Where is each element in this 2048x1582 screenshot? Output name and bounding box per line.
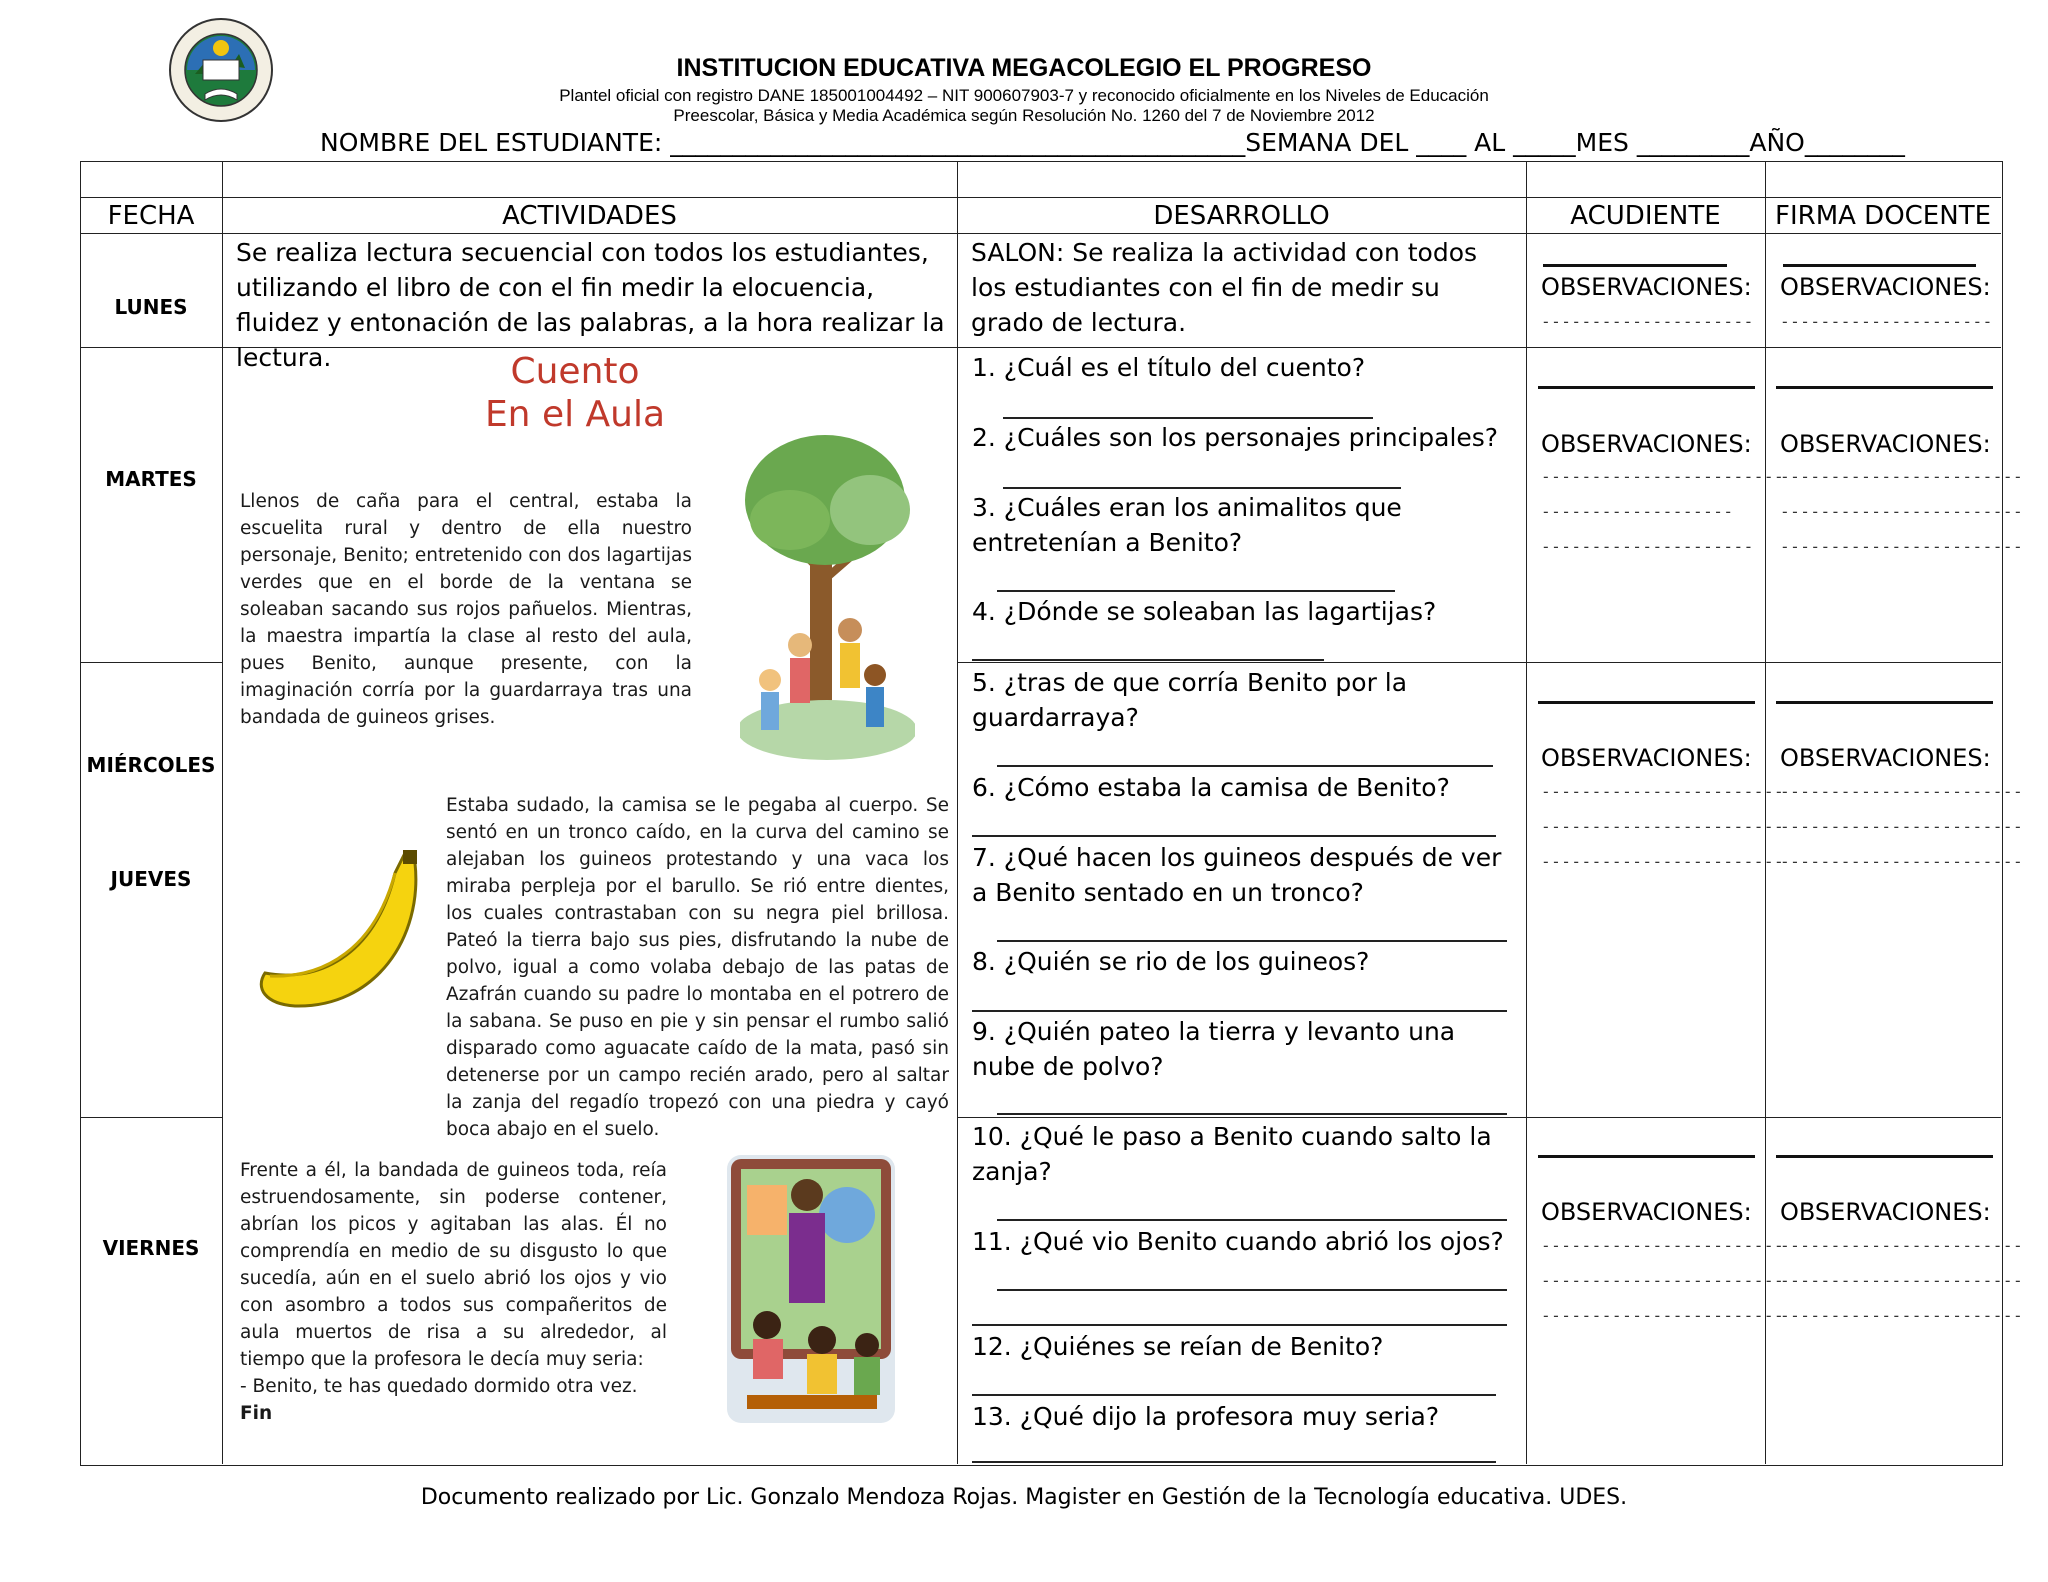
answer-line-8[interactable] bbox=[972, 1010, 1507, 1012]
firma-obs-lunes: OBSERVACIONES: bbox=[1780, 273, 1991, 301]
answer-line-2[interactable] bbox=[1003, 487, 1401, 489]
story-paragraph-3: Frente a él, la bandada de guineos toda, reía estruendosamente, sin poderse contener, abrían los picos y agitaban las alas. Él no comprendía en medio de su disgusto lo que sucedía, aún en el suelo abrió los ojos y vio con asombro a todos sus compañeritos de aula muertos de risa a su alrededor, al tiempo que la profesora le decía muy seria: bbox=[240, 1160, 667, 1370]
row-divider bbox=[957, 1117, 2001, 1118]
day-martes: MARTES bbox=[105, 467, 197, 491]
classroom-illustration bbox=[727, 1155, 895, 1423]
header-firma-docente: FIRMA DOCENTE bbox=[1775, 201, 1991, 231]
header-acudiente: ACUDIENTE bbox=[1570, 201, 1721, 231]
question-2: 2. ¿Cuáles son los personajes principales? bbox=[972, 423, 1499, 452]
firma-dash-miercoles-1: ------------------------ bbox=[1780, 782, 2024, 801]
header-actividades: ACTIVIDADES bbox=[502, 201, 677, 231]
answer-line-11a[interactable] bbox=[997, 1289, 1507, 1291]
firma-dash-viernes-2: ------------------------ bbox=[1780, 1271, 2024, 1290]
answer-line-5[interactable] bbox=[997, 765, 1493, 767]
answer-line-10[interactable] bbox=[997, 1219, 1507, 1221]
acudiente-signature-viernes[interactable] bbox=[1538, 1155, 1755, 1158]
story-title: Cuento bbox=[510, 351, 640, 392]
col-divider bbox=[1765, 161, 1766, 1464]
acudiente-dash-miercoles-3: ------------------------ bbox=[1541, 852, 1785, 871]
question-4: 4. ¿Dónde se soleaban las lagartijas? bbox=[972, 597, 1437, 626]
row-divider bbox=[80, 197, 2001, 198]
firma-dash-martes-2: ------------------------ bbox=[1780, 502, 2024, 521]
acudiente-signature-lunes[interactable] bbox=[1543, 264, 1727, 267]
acudiente-dash-martes-1: ------------------------ bbox=[1541, 467, 1785, 486]
acudiente-signature-miercoles[interactable] bbox=[1538, 701, 1755, 704]
acudiente-dash-lunes: --------------------- bbox=[1541, 312, 1754, 331]
firma-signature-viernes[interactable] bbox=[1776, 1155, 1993, 1158]
story-subtitle: En el Aula bbox=[484, 394, 666, 435]
story-fin: Fin bbox=[240, 1403, 273, 1424]
firma-dash-martes-1: ------------------------ bbox=[1780, 467, 2024, 486]
row-divider bbox=[80, 1117, 222, 1118]
acudiente-dash-martes-2: ------------------- bbox=[1541, 502, 1734, 521]
story-paragraph-2: Estaba sudado, la camisa se le pegaba al cuerpo. Se sentó en un tronco caído, en la curva del camino se alejaban los guineos protestando y una vaca los miraba perpleja por el barullo. Se rió entre dientes, los cuales contrastaban con su negra piel brillosa. Pateó la tierra bajo sus pies, disfrutando la nube de polvo, igual a como volaba debajo de las patas de Azafrán cuando su padre lo montaba en el potrero de la sabana. Se puso en pie y sin pensar el rumbo salió disparado como aguacate caído de la mata, pasó sin detenerse por un campo recién arado, pero al saltar la zanja del regadío tropezó con una piedra y cayó boca abajo en el suelo. bbox=[446, 795, 949, 1140]
acudiente-obs-miercoles: OBSERVACIONES: bbox=[1541, 744, 1752, 772]
day-jueves: JUEVES bbox=[110, 867, 192, 891]
institution-title: INSTITUCION EDUCATIVA MEGACOLEGIO EL PROGRESO bbox=[676, 54, 1372, 82]
col-divider bbox=[222, 161, 223, 1464]
institution-resolution: Preescolar, Básica y Media Académica según Resolución No. 1260 del 7 de Noviembre 2012 bbox=[673, 106, 1375, 125]
day-miercoles: MIÉRCOLES bbox=[86, 753, 216, 777]
answer-line-7[interactable] bbox=[997, 940, 1507, 942]
institution-registration: Plantel oficial con registro DANE 185001004492 – NIT 900607903-7 y reconocido oficialmente en los Niveles de Educación bbox=[559, 86, 1489, 105]
acudiente-obs-viernes: OBSERVACIONES: bbox=[1541, 1198, 1752, 1226]
firma-dash-viernes-3: ------------------------ bbox=[1780, 1306, 2024, 1325]
story-paragraph-1: Llenos de caña para el central, estaba la escuelita rural y dentro de ella nuestro personaje, Benito; entretenido con dos lagartijas verdes que en el borde de la ventana se soleaban sacando sus rojos pañuelos. Mientras, la maestra impartía la clase al resto del aula, pues Benito, aunque presente, con la imaginación corría por la guardarraya tras una bandada de guineos grises. bbox=[240, 491, 692, 728]
acudiente-dash-viernes-3: ------------------------ bbox=[1541, 1306, 1785, 1325]
firma-signature-martes[interactable] bbox=[1776, 386, 1993, 389]
question-6: 6. ¿Cómo estaba la camisa de Benito? bbox=[972, 773, 1450, 802]
answer-line-4[interactable] bbox=[972, 659, 1324, 661]
answer-line-13[interactable] bbox=[972, 1461, 1496, 1463]
student-info-line: NOMBRE DEL ESTUDIANTE: ______________________________________________SEMANA DEL ____ AL _____MES _________AÑO________ bbox=[320, 128, 1905, 157]
question-7: 7. ¿Qué hacen los guineos después de ver a Benito sentado en un tronco? bbox=[972, 843, 1502, 907]
answer-line-11b[interactable] bbox=[972, 1324, 1507, 1326]
question-9: 9. ¿Quién pateo la tierra y levanto una nube de polvo? bbox=[972, 1017, 1456, 1081]
lunes-actividad: Se realiza lectura secuencial con todos los estudiantes, utilizando el libro de con el fin medir la elocuencia, fluidez y entonación de las palabras, a la hora realizar la lectura. bbox=[236, 238, 945, 372]
story-paragraph-4: - Benito, te has quedado dormido otra vez. bbox=[240, 1376, 638, 1397]
acudiente-dash-miercoles-1: ------------------------ bbox=[1541, 782, 1785, 801]
firma-obs-martes: OBSERVACIONES: bbox=[1780, 430, 1991, 458]
firma-dash-viernes-1: ------------------------ bbox=[1780, 1236, 2024, 1255]
acudiente-signature-martes[interactable] bbox=[1538, 386, 1755, 389]
firma-dash-martes-3: ------------------------ bbox=[1780, 537, 2024, 556]
answer-line-6[interactable] bbox=[972, 835, 1496, 837]
question-1: 1. ¿Cuál es el título del cuento? bbox=[972, 353, 1366, 382]
firma-signature-miercoles[interactable] bbox=[1776, 701, 1993, 704]
question-11: 11. ¿Qué vio Benito cuando abrió los ojos? bbox=[972, 1227, 1504, 1256]
firma-obs-miercoles: OBSERVACIONES: bbox=[1780, 744, 1991, 772]
answer-line-1[interactable] bbox=[1003, 417, 1373, 419]
question-13: 13. ¿Qué dijo la profesora muy seria? bbox=[972, 1402, 1440, 1431]
answer-line-9[interactable] bbox=[997, 1113, 1507, 1115]
lunes-desarrollo: SALON: Se realiza la actividad con todos los estudiantes con el fin de medir su grado de lectura. bbox=[971, 238, 1478, 337]
firma-obs-viernes: OBSERVACIONES: bbox=[1780, 1198, 1991, 1226]
col-divider bbox=[957, 161, 958, 1464]
question-12: 12. ¿Quiénes se reían de Benito? bbox=[972, 1332, 1384, 1361]
row-divider bbox=[957, 662, 2001, 663]
banana-illustration bbox=[255, 848, 425, 1018]
header-fecha: FECHA bbox=[107, 201, 195, 231]
acudiente-dash-viernes-1: ------------------------ bbox=[1541, 1236, 1785, 1255]
col-divider bbox=[1526, 161, 1527, 1464]
firma-dash-lunes: --------------------- bbox=[1780, 312, 1993, 331]
acudiente-obs-lunes: OBSERVACIONES: bbox=[1541, 273, 1752, 301]
header-desarrollo: DESARROLLO bbox=[1153, 201, 1330, 231]
firma-dash-miercoles-2: ------------------------ bbox=[1780, 817, 2024, 836]
acudiente-dash-viernes-2: ------------------------ bbox=[1541, 1271, 1785, 1290]
question-3: 3. ¿Cuáles eran los animalitos que entretenían a Benito? bbox=[972, 493, 1402, 557]
firma-dash-miercoles-3: ------------------------ bbox=[1780, 852, 2024, 871]
day-lunes: LUNES bbox=[114, 295, 188, 319]
day-viernes: VIERNES bbox=[102, 1236, 200, 1260]
acudiente-dash-martes-3: --------------------- bbox=[1541, 537, 1754, 556]
answer-line-3[interactable] bbox=[997, 590, 1395, 592]
answer-line-12[interactable] bbox=[972, 1394, 1496, 1396]
question-8: 8. ¿Quién se rio de los guineos? bbox=[972, 947, 1370, 976]
tree-children-illustration bbox=[740, 430, 915, 770]
row-divider bbox=[80, 662, 222, 663]
question-5: 5. ¿tras de que corría Benito por la guardarraya? bbox=[972, 668, 1408, 732]
acudiente-obs-martes: OBSERVACIONES: bbox=[1541, 430, 1752, 458]
question-10: 10. ¿Qué le paso a Benito cuando salto la zanja? bbox=[972, 1122, 1492, 1186]
document-footer: Documento realizado por Lic. Gonzalo Mendoza Rojas. Magister en Gestión de la Tecnología educativa. UDES. bbox=[420, 1485, 1628, 1510]
acudiente-dash-miercoles-2: ------------------------ bbox=[1541, 817, 1785, 836]
firma-signature-lunes[interactable] bbox=[1783, 264, 1976, 267]
